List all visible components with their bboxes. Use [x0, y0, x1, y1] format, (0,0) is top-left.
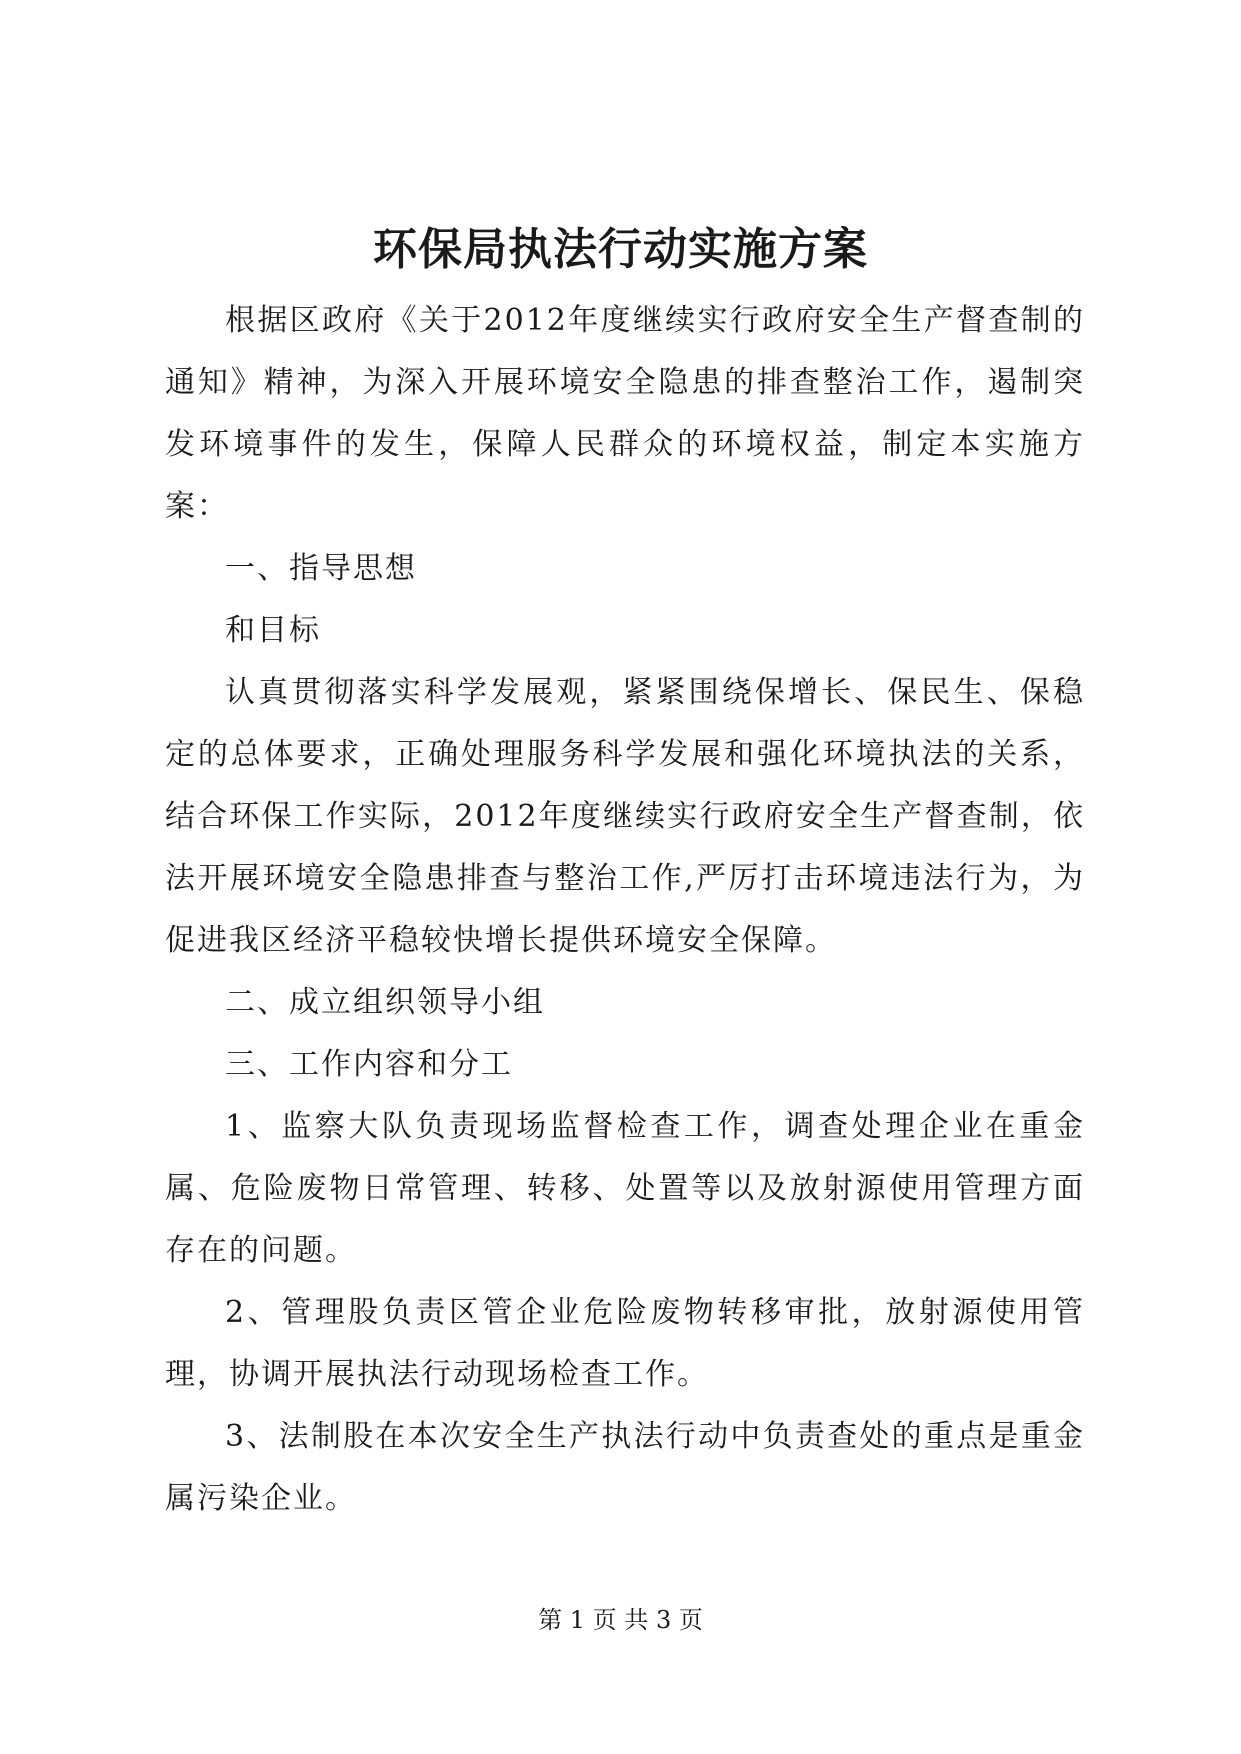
- paragraph-guiding-thought: 认真贯彻落实科学发展观，紧紧围绕保增长、保民生、保稳定的总体要求，正确处理服务科学发展和强化环境执法的关系，结合环保工作实际，2012年度继续实行政府安全生产督查制，依法开展环境安全隐患排查与整治工作,严厉打击环境违法行为，为促进我区经济平稳较快增长提供环境安全保障。: [165, 675, 1085, 958]
- section-heading-1-continued: 和目标: [225, 613, 321, 648]
- paragraph-item-2: 2、管理股负责区管企业危险废物转移审批，放射源使用管理，协调开展执法行动现场检查工作。: [165, 1295, 1085, 1392]
- section-heading-2: 二、成立组织领导小组: [225, 985, 545, 1020]
- document-body: [165, 290, 1085, 1530]
- document-title: 环保局执法行动实施方案: [373, 224, 868, 275]
- section-heading-1: 一、指导思想: [225, 551, 417, 586]
- paragraph-item-1: 1、监察大队负责现场监督检查工作，调查处理企业在重金属、危险废物日常管理、转移、处置等以及放射源使用管理方面存在的问题。: [165, 1109, 1085, 1268]
- page-number-footer: 第 1 页 共 3 页: [538, 1606, 703, 1634]
- section-heading-3: 三、工作内容和分工: [225, 1047, 513, 1082]
- paragraph-item-3: 3、法制股在本次安全生产执法行动中负责查处的重点是重金属污染企业。: [165, 1419, 1085, 1516]
- paragraph-intro: 根据区政府《关于2012年度继续实行政府安全生产督查制的通知》精神，为深入开展环境安全隐患的排查整治工作，遏制突发环境事件的发生，保障人民群众的环境权益，制定本实施方案：: [165, 303, 1085, 524]
